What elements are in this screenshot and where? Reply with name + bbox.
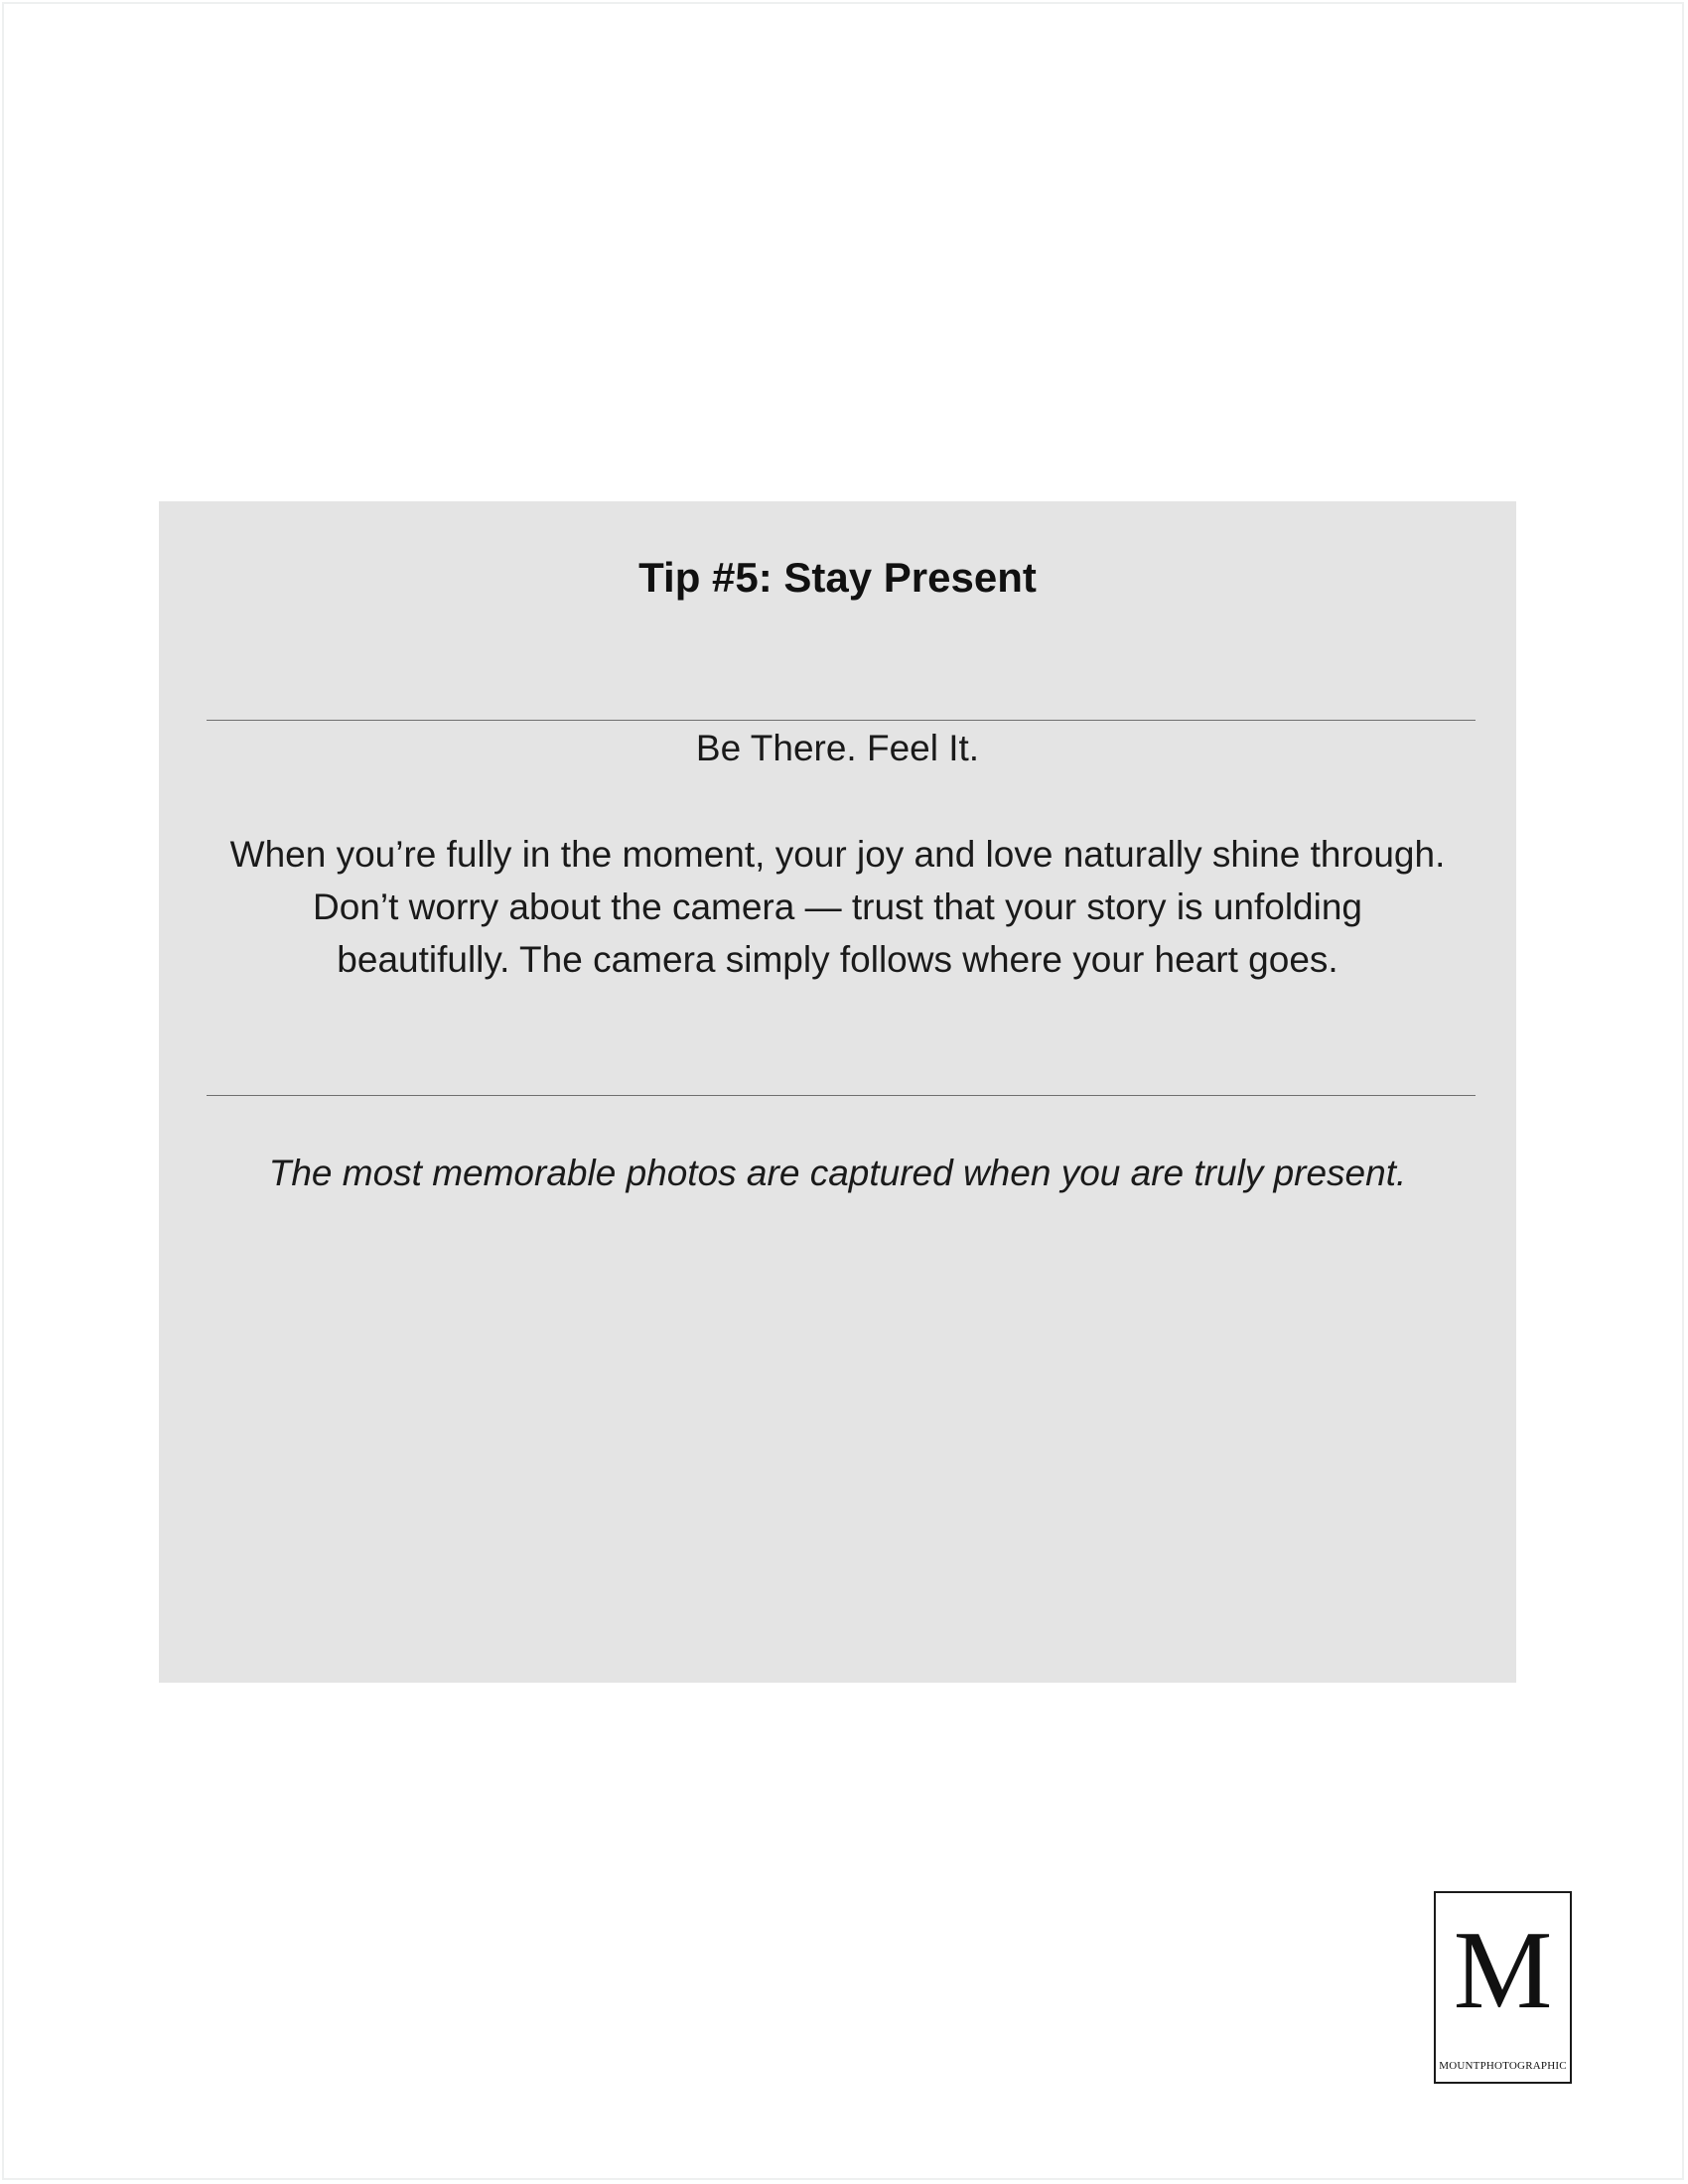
logo-monogram: M	[1453, 1909, 1553, 2032]
bottom-divider	[207, 1095, 1476, 1096]
tip-body: When you’re fully in the moment, your joy and love naturally shine through. Don’t worry about the camera — trust that your story is unfolding beautifully. The camera simply follows where your heart goes.	[229, 834, 1446, 980]
tip-subtitle: Be There. Feel It.	[695, 728, 980, 768]
tip-card	[159, 501, 1516, 1683]
tip-quote: The most memorable photos are captured when you are truly present.	[268, 1153, 1407, 1193]
tip-title: Tip #5: Stay Present	[638, 554, 1037, 601]
brand-logo	[1434, 1891, 1572, 2084]
top-divider	[207, 720, 1476, 721]
logo-wordmark: MOUNTPHOTOGRAPHIC	[1439, 2060, 1567, 2072]
